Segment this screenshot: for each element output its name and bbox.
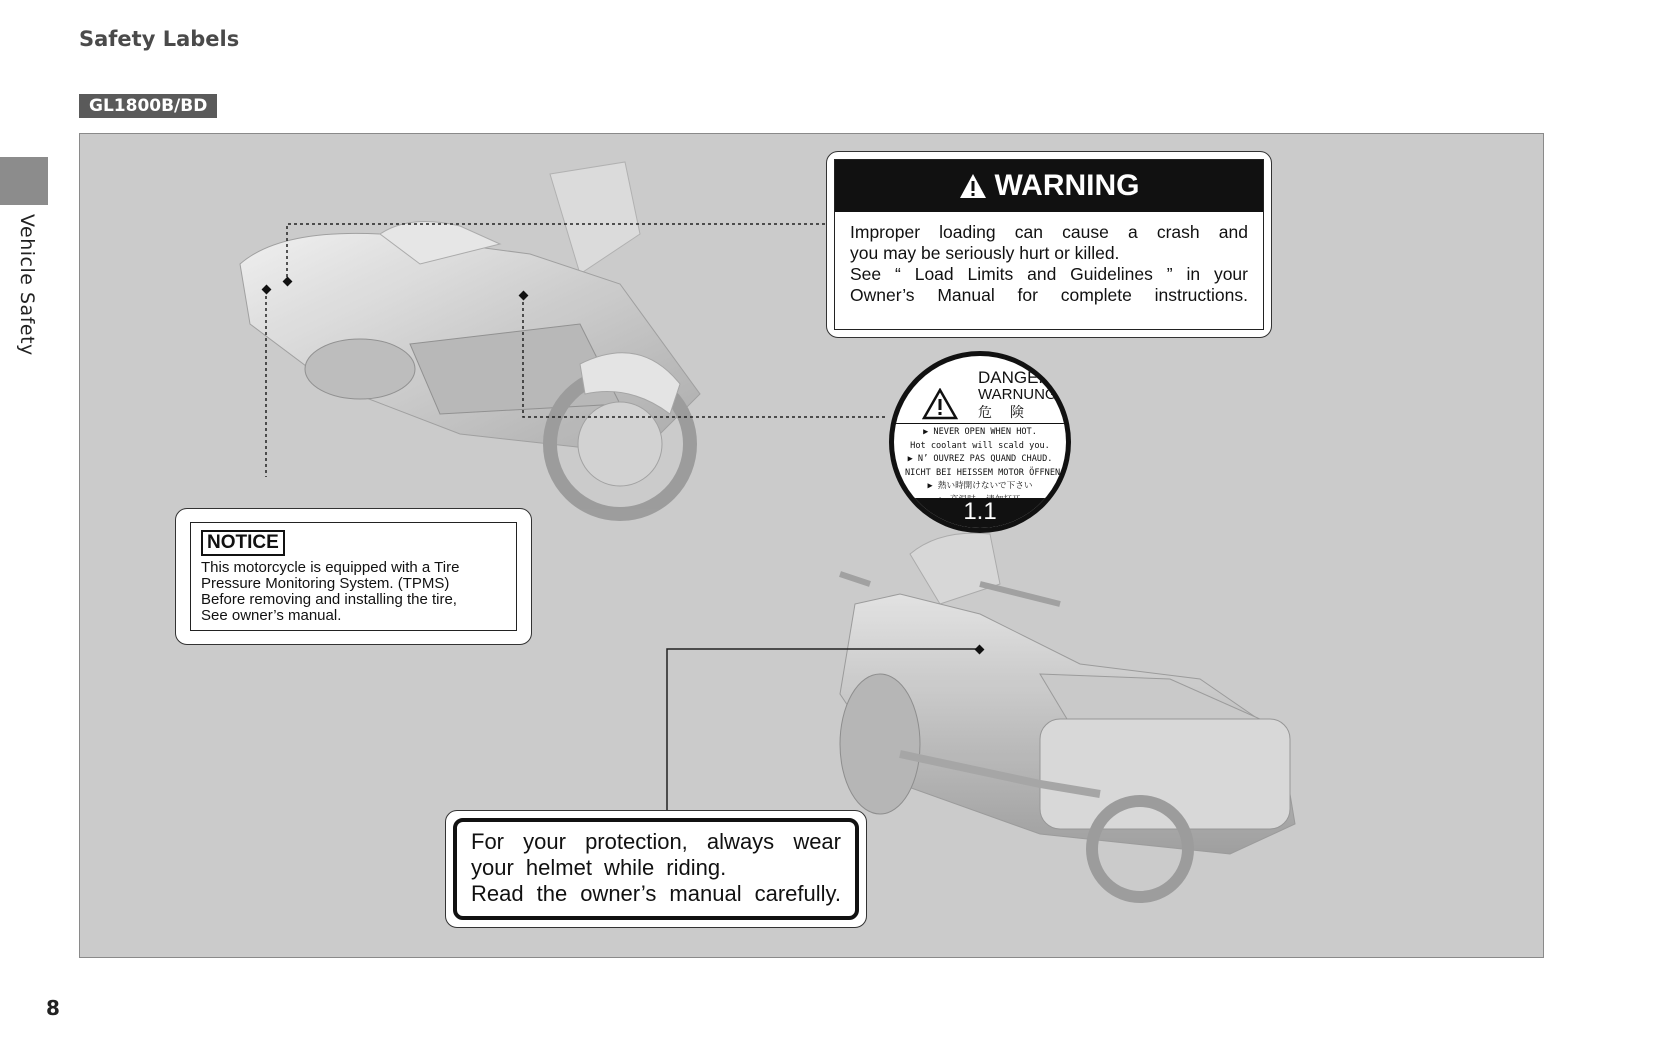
helmet-line: Read the owner’s manual carefully. — [471, 881, 841, 906]
warning-line: See “ Load Limits and Guidelines ” in your — [850, 264, 1248, 284]
danger-line: ▶ NEVER OPEN WHEN HOT. — [923, 427, 1037, 437]
danger-footer: 1.1 — [894, 498, 1066, 528]
helmet-line: your helmet while riding. — [471, 855, 727, 880]
warning-line: you may be seriously hurt or killed. — [850, 243, 1120, 263]
motorcycle-front-view — [240, 162, 700, 514]
danger-title: 危険 — [978, 404, 1042, 420]
danger-text — [894, 426, 1066, 508]
warning-line: Improper loading can cause a crash and — [850, 222, 1248, 242]
notice-tpms-label — [175, 508, 532, 645]
notice-line: Pressure Monitoring System. (TPMS) — [201, 575, 450, 592]
warning-heading — [835, 160, 1263, 212]
model-badge: GL1800B/BD — [79, 94, 217, 118]
side-tab-label[interactable]: Vehicle Safety — [16, 214, 38, 356]
warning-label — [826, 151, 1272, 338]
motorcycle-rear-view — [840, 533, 1295, 897]
page-number: 8 — [46, 996, 60, 1020]
danger-line: ▶ NICHT BEI HEISSEM MOTOR ÖFFNEN. — [894, 467, 1066, 478]
warning-triangle-icon — [922, 388, 958, 420]
danger-title: WARNUNG — [978, 386, 1057, 403]
danger-line: ▶ 熱い時開けないで下さい — [927, 481, 1033, 492]
warning-body — [835, 212, 1263, 316]
danger-divider — [894, 423, 1066, 424]
helmet-reminder-label — [445, 810, 867, 928]
danger-line: ▶ N’ OUVREZ PAS QUAND CHAUD. — [907, 454, 1053, 465]
section-title: Safety Labels — [79, 27, 240, 51]
danger-line: Hot coolant will scald you. — [910, 440, 1050, 451]
safety-labels-figure — [79, 133, 1544, 958]
danger-coolant-label — [889, 351, 1071, 533]
notice-line: Before removing and installing the tire, — [201, 591, 457, 608]
notice-line: This motorcycle is equipped with a Tire — [201, 559, 460, 576]
notice-line: See owner’s manual. — [201, 607, 342, 624]
warning-line: Owner’s Manual for complete instructions. — [850, 285, 1248, 305]
warning-triangle-icon — [959, 173, 987, 199]
helmet-line: For your protection, always wear — [471, 829, 841, 854]
notice-badge: NOTICE — [201, 530, 285, 556]
side-tab-marker — [0, 157, 48, 205]
warning-heading-text: WARNING — [994, 169, 1140, 202]
danger-title: DANGER — [978, 368, 1051, 387]
